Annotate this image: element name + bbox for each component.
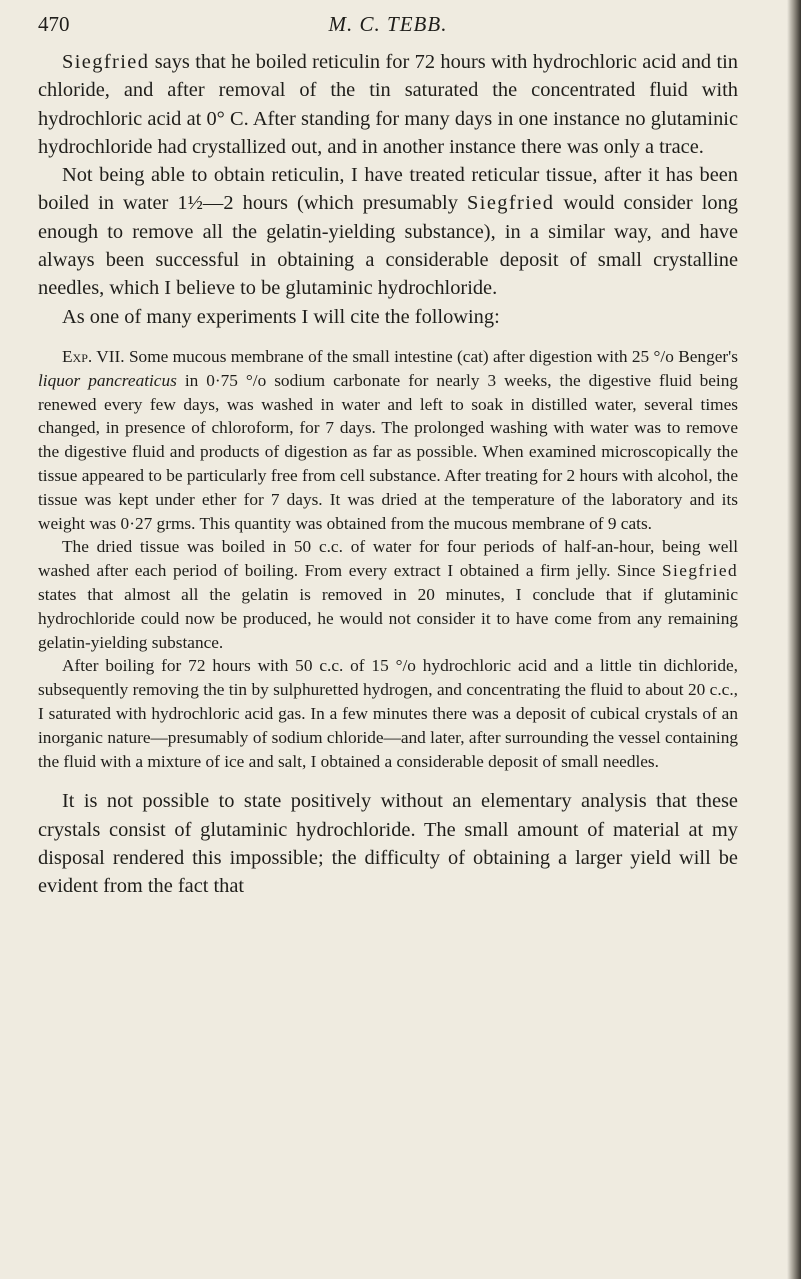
page-body bbox=[38, 48, 738, 901]
paragraph-1 bbox=[38, 48, 738, 161]
experiment-label: Exp. VII. bbox=[62, 346, 125, 366]
paragraph-text: After boiling for 72 hours with 50 c.c. of 15 °/o hydrochloric acid and a little tin dichloride, subsequently removing the tin by sulphuretted hydrogen, and concentrating the fluid to about 20 c.c., I saturated with hydrochloric acid gas. In a few minutes there was a deposit of cubical crystals of an inorganic nature—presumably of sodium chloride—and later, after surrounding the vessel containing the fluid with a mixture of ice and salt, I obtained a considerable deposit of small needles. bbox=[38, 656, 738, 771]
page-edge-shadow bbox=[787, 0, 801, 1279]
paragraph-5 bbox=[38, 535, 738, 654]
paragraph-6 bbox=[38, 654, 738, 773]
paragraph-2 bbox=[38, 161, 738, 302]
page-number: 470 bbox=[38, 12, 70, 36]
large-text-block-2 bbox=[38, 787, 738, 900]
paragraph-text: It is not possible to state positively without an elementary analysis that these crystals consist of glutaminic hydrochloride. The small amount of material at my disposal rendered this impossible; the difficulty of obtaining a larger yield will be evident from the fact that bbox=[38, 790, 738, 898]
paragraph-text: Not being able to obtain reticulin, I have treated reticular tissue, after it has been boiled in water 1½—2 hours (which presumably bbox=[38, 164, 738, 215]
paragraph-text: Some mucous membrane of the small intestine (cat) after digestion with 25 °/o Benger's bbox=[124, 346, 738, 366]
running-head: M. C. TEBB. bbox=[328, 12, 448, 36]
paragraph-text: says that he boiled reticulin for 72 hours with hydrochloric acid and tin chloride, and after removal of the tin saturated the concentrated fluid with hydrochloric acid at 0° C. After standing for many days in one instance no glutaminic hydrochloride had crystallized out, and in another instance there was only a trace. bbox=[38, 51, 738, 158]
page-header bbox=[38, 12, 738, 42]
author-name: Siegfried bbox=[62, 51, 150, 73]
paragraph-text: As one of many experiments I will cite the following: bbox=[62, 305, 500, 328]
author-name: Siegfried bbox=[467, 192, 555, 215]
large-text-block bbox=[38, 48, 738, 331]
author-name: Siegfried bbox=[662, 561, 738, 581]
paragraph-text: would consider long enough to remove all the gelatin-yielding substance), in a similar way, and have always been successful in obtaining a considerable deposit of small crystalline needles, which I believe to be glutaminic hydrochloride. bbox=[38, 192, 738, 300]
small-text-block bbox=[38, 345, 738, 773]
paragraph-3 bbox=[38, 303, 738, 331]
italic-term: liquor pancreaticus bbox=[38, 370, 177, 390]
paragraph-text: states that almost all the gelatin is removed in 20 minutes, I conclude that if glutaminic hydrochloride could now be produced, he would not consider it to have come from any remaining gelatin-yielding substance. bbox=[38, 584, 738, 652]
experiment-paragraph bbox=[38, 345, 738, 535]
paragraph-text: The dried tissue was boiled in 50 c.c. of water for four periods of half-an-hour, being well washed after each period of boiling. From every extract I obtained a firm jelly. Since bbox=[38, 537, 738, 581]
paragraph-text: in 0·75 °/o sodium carbonate for nearly 3 weeks, the digestive fluid being renewed every few days, was washed in water and left to soak in distilled water, several times changed, in presence of chloroform, for 7 days. The prolonged washing with water was to remove the digestive fluid and products of digestion as far as possible. When examined microscopically the tissue appeared to be particularly free from cell substance. After treating for 2 hours with alcohol, the tissue was kept under ether for 7 days. It was dried at the temperature of the laboratory and its weight was 0·27 grms. This quantity was obtained from the mucous membrane of 9 cats. bbox=[38, 370, 738, 533]
paragraph-7 bbox=[38, 787, 738, 900]
